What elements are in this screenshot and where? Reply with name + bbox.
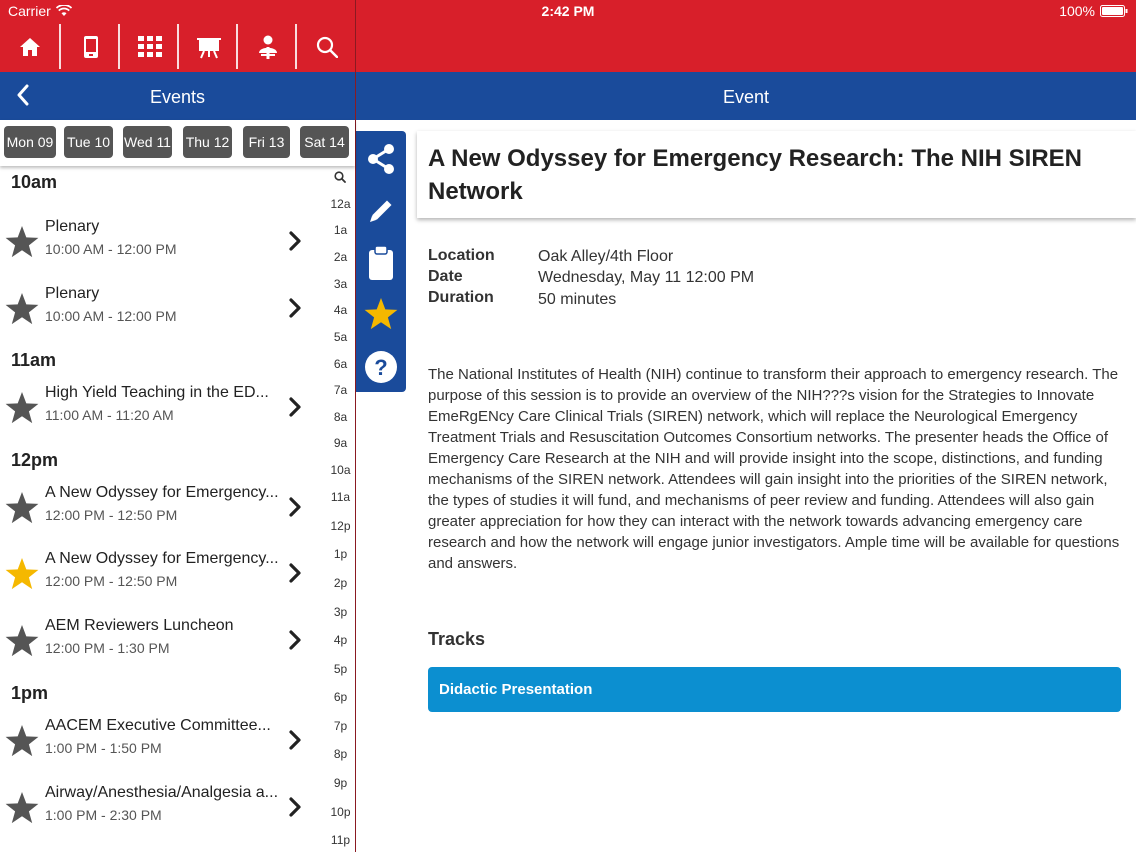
event-description: The National Institutes of Health (NIH) continue to transform their approach to emergency research. The purpose of this session is to provide an overview of the NIH???s vision for the Strategies to Innovate EmeRgENcy Care Clinical Trials (SIREN) network, which will replace the Neurological Emergency Treatment Trials and Resuscitation Outcomes Consortium networks. The presenter heads the Office of Emergency Care Research at the NIH and will provide insight into the scope, distinctions, and funding mechanisms of the SIREN network. Attendees will gain insight into the priorities of the SIREN network, the types of studies it will fund, and mechanisms of peer review and funding. Attendees will also gain greater appreciation for how they can interact with the network towards advancing emergency care research and how the network will engage junior investigators. Ample time will be available for questions and answers. <box>428 366 1120 572</box>
main-toolbar <box>0 22 1136 72</box>
search-button[interactable] <box>297 24 356 69</box>
event-title: A New Odyssey for Emergency... <box>45 550 279 567</box>
star-filled-icon[interactable] <box>4 556 40 592</box>
status-bar <box>0 0 1136 22</box>
index-item[interactable]: 9a <box>333 436 348 450</box>
section-header: 1pm <box>11 683 49 703</box>
date-label: Date <box>428 268 463 285</box>
share-button[interactable] <box>356 134 406 184</box>
index-item[interactable]: 7a <box>333 383 348 397</box>
event-time: 12:00 PM - 1:30 PM <box>45 640 170 656</box>
event-actions-bar <box>356 131 406 392</box>
clock: 2:42 PM <box>541 3 595 19</box>
index-item[interactable]: 5a <box>333 330 348 344</box>
events-navbar <box>0 72 355 120</box>
list-item[interactable] <box>0 609 326 673</box>
index-item[interactable]: 11a <box>330 490 351 504</box>
chevron-right-icon <box>287 562 303 584</box>
star-icon <box>363 296 399 332</box>
battery-percent: 100% <box>1059 3 1095 19</box>
chevron-right-icon <box>287 629 303 651</box>
location-label: Location <box>428 247 495 264</box>
tracks-heading: Tracks <box>428 629 486 649</box>
list-item[interactable] <box>0 709 326 773</box>
help-icon <box>364 350 398 384</box>
star-icon[interactable] <box>4 291 40 327</box>
event-title: Event <box>722 87 770 107</box>
index-item[interactable]: 1a <box>333 223 348 237</box>
day-tab-wed[interactable]: Wed 11 <box>123 126 172 158</box>
event-time: 12:00 PM - 12:50 PM <box>45 573 178 589</box>
event-title: AEM Reviewers Luncheon <box>45 617 234 634</box>
schedule-grid-button[interactable] <box>120 24 179 69</box>
help-button[interactable] <box>356 342 406 392</box>
event-title: Plenary <box>45 285 100 302</box>
index-item[interactable]: 2a <box>333 250 348 264</box>
phone-button[interactable] <box>61 24 120 69</box>
index-item[interactable]: 8p <box>333 747 348 761</box>
list-item[interactable] <box>0 210 326 274</box>
event-title-card <box>417 131 1136 218</box>
day-tab-mon[interactable]: Mon 09 <box>4 126 56 158</box>
phone-icon <box>83 35 99 59</box>
duration-label: Duration <box>428 289 494 306</box>
battery-icon <box>1100 5 1128 17</box>
index-item[interactable]: 12a <box>330 197 351 211</box>
carrier-label: Carrier <box>8 3 51 19</box>
index-item[interactable]: 6p <box>333 690 348 704</box>
list-item[interactable] <box>0 277 326 341</box>
index-item[interactable]: 11p <box>330 833 351 847</box>
event-title: AACEM Executive Committee... <box>45 717 271 734</box>
event-time: 10:00 AM - 12:00 PM <box>45 308 177 324</box>
index-item[interactable]: 12p <box>330 519 351 533</box>
event-time: 12:00 PM - 12:50 PM <box>45 507 178 523</box>
duration-value: 50 minutes <box>538 291 617 308</box>
list-item-selected[interactable] <box>0 542 326 606</box>
list-item[interactable] <box>0 376 326 440</box>
star-icon[interactable] <box>4 723 40 759</box>
clipboard-button[interactable] <box>356 238 406 288</box>
chevron-right-icon <box>287 796 303 818</box>
presentation-icon <box>197 35 221 59</box>
event-time: 1:00 PM - 1:50 PM <box>45 740 162 756</box>
list-item[interactable] <box>0 776 326 840</box>
location-value: Oak Alley/4th Floor <box>538 248 674 265</box>
index-item[interactable]: 4a <box>333 303 348 317</box>
time-index-bar <box>326 166 355 852</box>
grid-icon <box>138 36 162 58</box>
chevron-right-icon <box>287 496 303 518</box>
day-tab-tue[interactable]: Tue 10 <box>64 126 113 158</box>
split-divider <box>355 0 356 852</box>
index-item[interactable]: 10a <box>330 463 351 477</box>
index-item[interactable]: 2p <box>333 576 348 590</box>
day-tab-fri[interactable]: Fri 13 <box>243 126 290 158</box>
edit-note-button[interactable] <box>356 186 406 236</box>
search-icon <box>316 36 338 58</box>
event-time: 11:00 AM - 11:20 AM <box>45 407 174 423</box>
event-title: Plenary <box>45 218 100 235</box>
events-list <box>0 166 326 852</box>
share-icon <box>364 142 398 176</box>
index-search-icon[interactable] <box>334 171 346 183</box>
event-time: 1:00 PM - 2:30 PM <box>45 807 162 823</box>
person-icon <box>257 35 279 59</box>
event-title: A New Odyssey for Emergency... <box>45 484 279 501</box>
star-icon[interactable] <box>4 224 40 260</box>
index-item[interactable]: 9p <box>333 776 348 790</box>
event-title: Airway/Anesthesia/Analgesia a... <box>45 784 279 801</box>
event-navbar <box>356 72 1136 120</box>
day-tabs <box>0 120 355 166</box>
star-icon[interactable] <box>4 790 40 826</box>
battery-indicator <box>1059 3 1128 19</box>
chevron-right-icon <box>287 230 303 252</box>
index-item[interactable]: 6a <box>333 357 348 371</box>
home-button[interactable] <box>0 24 59 69</box>
list-item[interactable] <box>0 476 326 540</box>
track-button[interactable]: Didactic Presentation <box>428 667 1121 712</box>
index-item[interactable]: 7p <box>333 719 348 733</box>
index-item[interactable]: 1p <box>333 547 348 561</box>
clipboard-icon <box>367 245 395 281</box>
index-item[interactable]: 3p <box>333 605 348 619</box>
index-item[interactable]: 5p <box>333 662 348 676</box>
svg-text:?: ? <box>374 355 388 380</box>
section-header: 11am <box>11 350 57 370</box>
section-header: 10am <box>11 172 58 192</box>
presentations-button[interactable] <box>179 24 238 69</box>
chevron-right-icon <box>287 396 303 418</box>
pencil-icon <box>366 196 396 226</box>
day-tab-sat[interactable]: Sat 14 <box>300 126 349 158</box>
home-icon <box>19 37 41 57</box>
index-item[interactable]: 4p <box>333 633 348 647</box>
favorite-button[interactable] <box>356 289 406 339</box>
section-header: 12pm <box>11 450 59 470</box>
chevron-right-icon <box>287 297 303 319</box>
event-time: 10:00 AM - 12:00 PM <box>45 241 177 257</box>
index-item[interactable]: 3a <box>333 277 348 291</box>
index-item[interactable]: 10p <box>330 805 351 819</box>
speakers-button[interactable] <box>238 24 297 69</box>
chevron-right-icon <box>287 729 303 751</box>
event-title: High Yield Teaching in the ED... <box>45 384 269 401</box>
star-icon[interactable] <box>4 490 40 526</box>
star-icon[interactable] <box>4 623 40 659</box>
events-title: Events <box>149 87 206 107</box>
day-tab-thu[interactable]: Thu 12 <box>183 126 232 158</box>
date-value: Wednesday, May 11 12:00 PM <box>538 269 755 286</box>
event-detail-title: A New Odyssey for Emergency Research: The NIH SIREN Network <box>428 145 1082 205</box>
star-icon[interactable] <box>4 390 40 426</box>
index-item[interactable]: 8a <box>333 410 348 424</box>
